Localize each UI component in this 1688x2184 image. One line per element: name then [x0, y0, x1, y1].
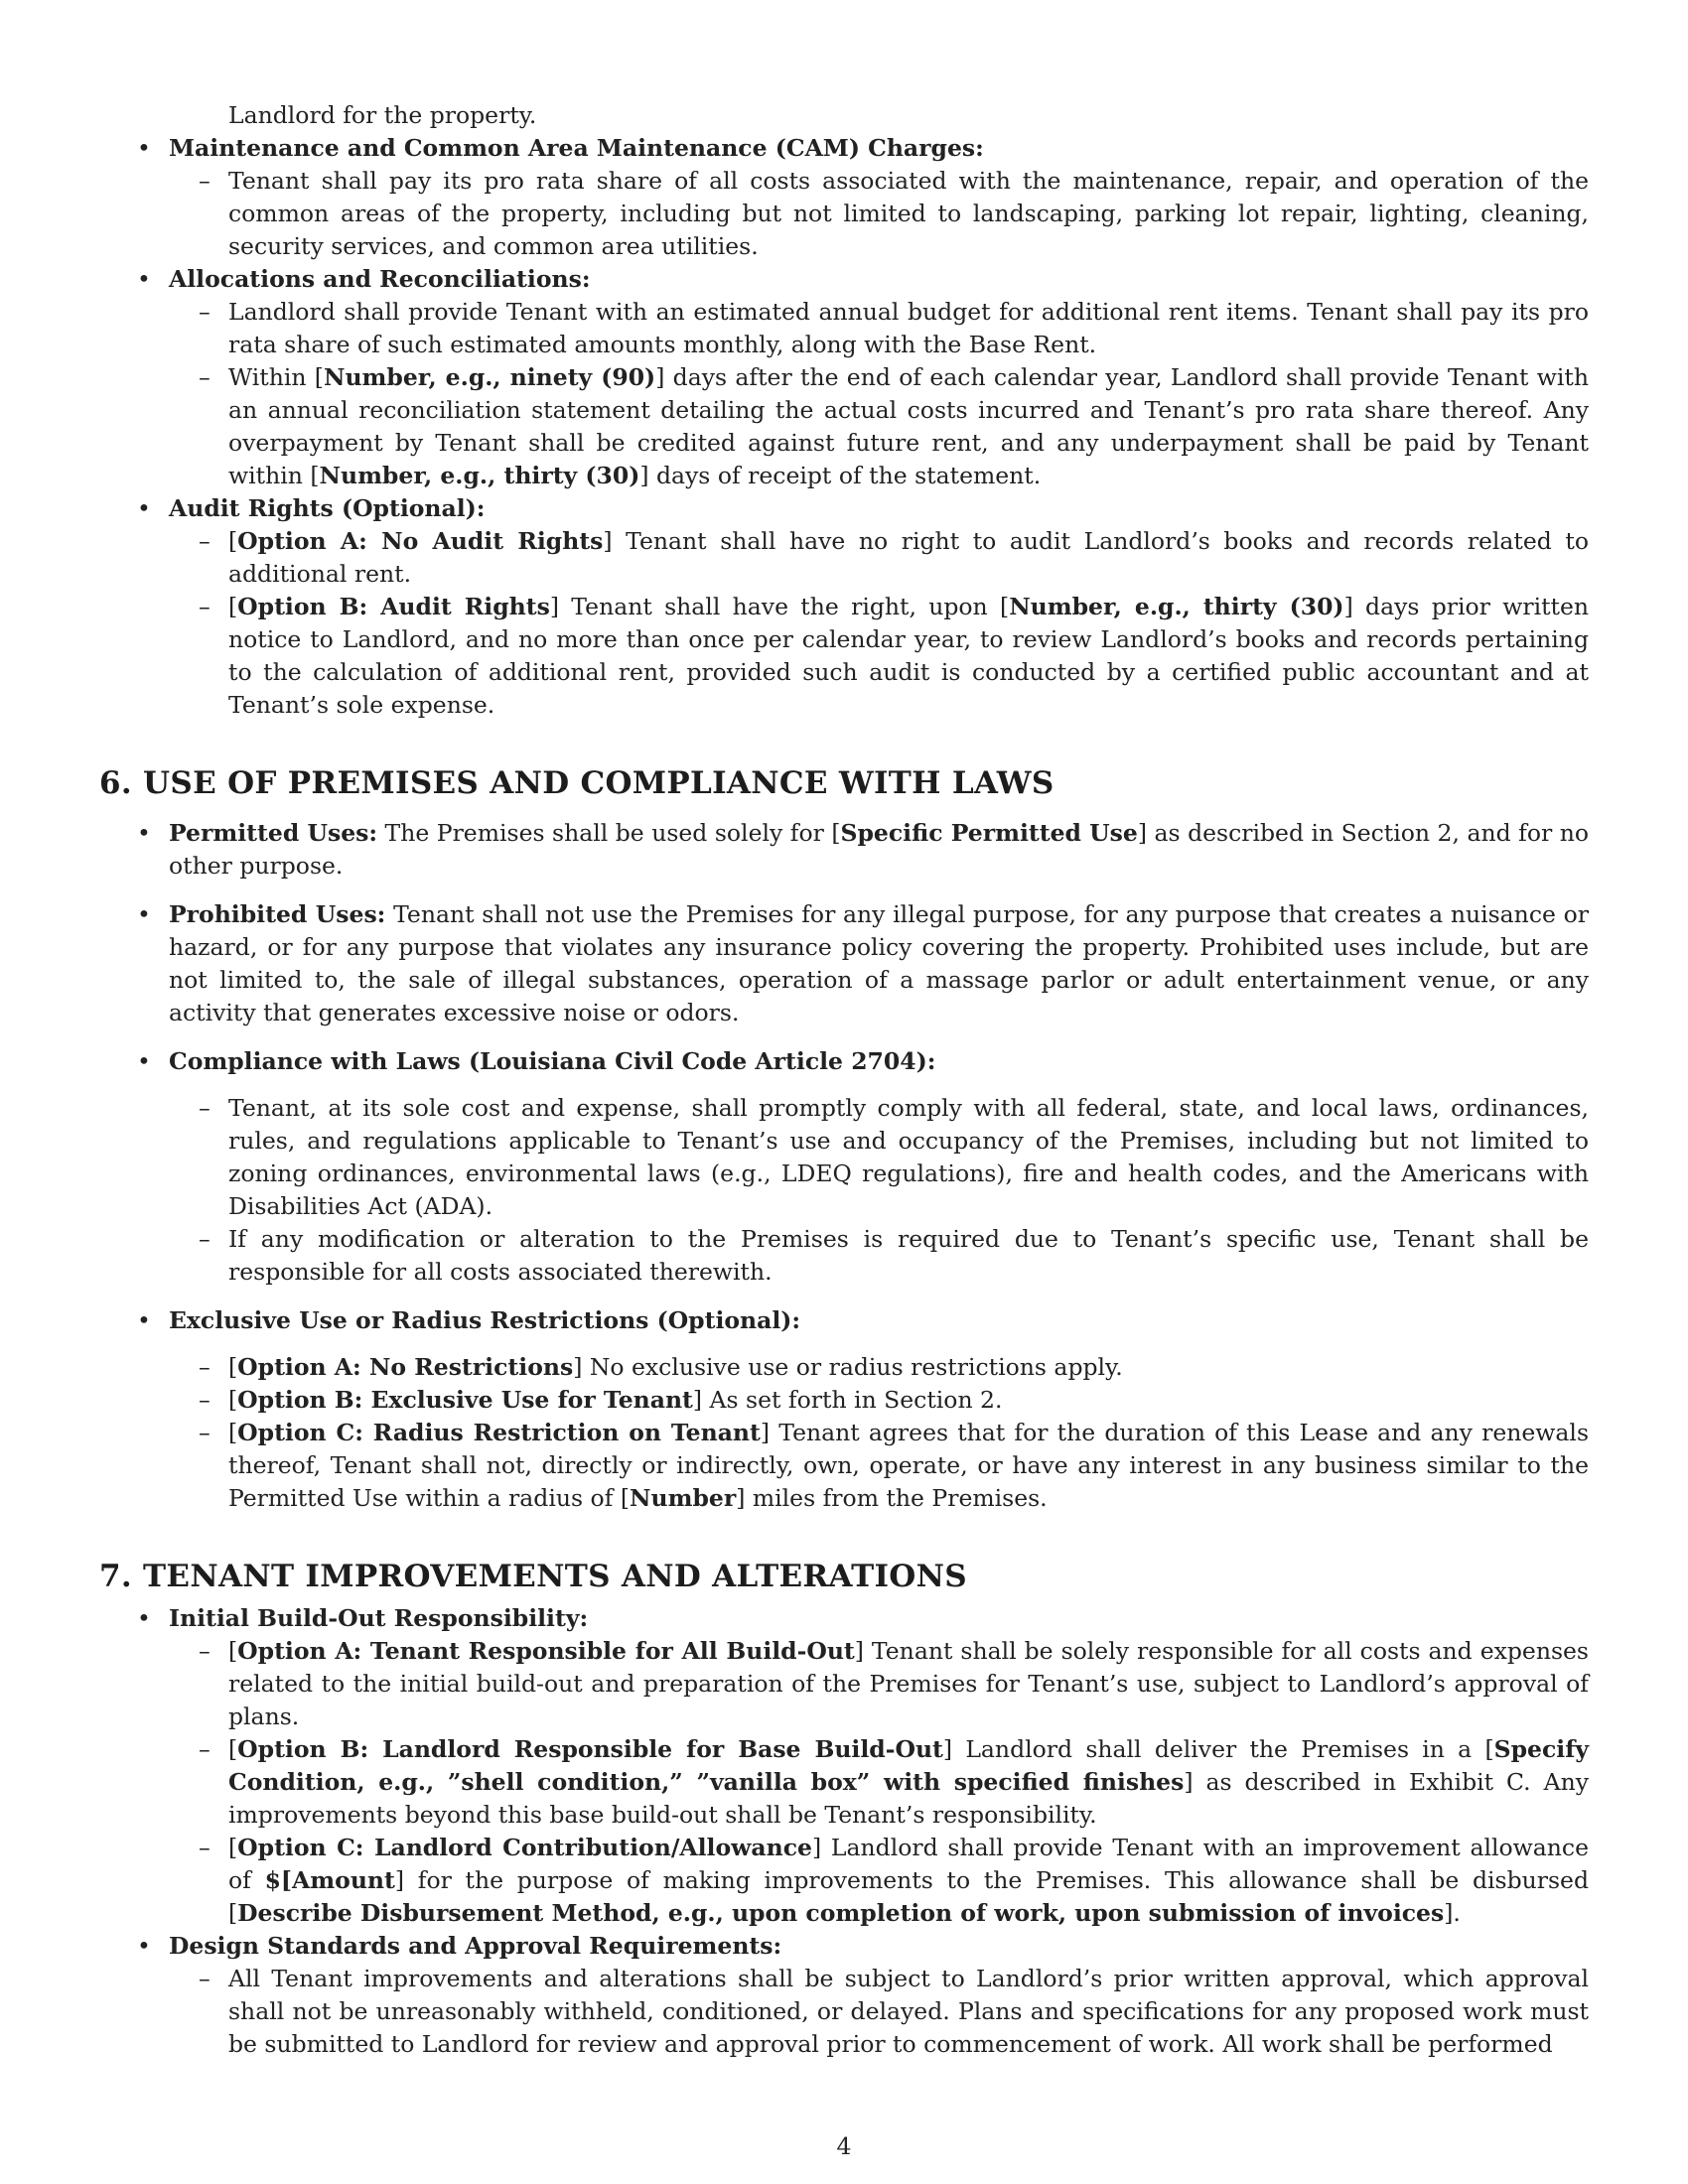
sub-item-exclusive-option-a: – [Option A: No Restrictions] No exclusive use or radius restrictions apply. — [99, 1351, 1589, 1384]
sub-item-build-out-option-c: – [Option C: Landlord Contribution/Allowance] Landlord shall provide Tenant with an improvement allowance of $[Amount] for the purpose of making improvements to the Premises. This allowance shall be disbursed [Describe Disbursement Method, e.g., upon completion of work, upon submission of invoices]. — [99, 1832, 1589, 1930]
section-7-heading: 7. TENANT IMPROVEMENTS AND ALTERATIONS — [99, 1559, 967, 1594]
option-label: Option A: Tenant Responsible for All Build-Out — [237, 1637, 855, 1665]
option-label: Option B: Audit Rights — [237, 593, 550, 620]
build-out-title: Initial Build-Out Responsibility: — [169, 1604, 589, 1632]
page-number: 4 — [836, 2132, 852, 2160]
permitted-title: Permitted Uses: — [169, 819, 378, 847]
option-label: Option A: No Audit Rights — [237, 527, 604, 555]
text-run: ] As set forth in Section 2. — [692, 1386, 1003, 1414]
text-run: ] days after the end of each calendar year, Landlord shall provide Tenant with an annual reconciliation statement detailing the actual costs incurred and Tenant’s pro rata share thereof. Any overpayment by Tenant shall be credited against future rent, and any underpayment shall be paid by Tenant within [ — [228, 363, 1590, 489]
text-run: The Premises shall be used solely for [ — [377, 819, 841, 847]
text-run: ] Tenant agrees that for the duration of this Lease and any renewals thereof, Tenant shall not, directly or indirectly, own, operate, or have any interest in any business similar to the Permitted Use within a radius of [ — [228, 1419, 1590, 1512]
list-item-design-standards — [99, 1930, 1589, 1963]
option-label: Option B: Landlord Responsible for Base Build-Out — [237, 1735, 943, 1763]
continued-text: Landlord for the property. — [228, 101, 537, 129]
list-item-build-out — [99, 1602, 1589, 1635]
text-run: ] days of receipt of the statement. — [639, 462, 1042, 489]
sub-item-allocations-2 — [99, 361, 1589, 492]
placeholder-method: Describe Disbursement Method, e.g., upon completion of work, upon submission of invoices — [237, 1899, 1445, 1927]
text-run: ] as described in Section 2, and for no other purpose. — [169, 819, 1590, 880]
sub-item-build-out-option-b: – [Option B: Landlord Responsible for Base Build-Out] Landlord shall deliver the Premises in a [Specify Condition, e.g., ”shell condition,” ”vanilla box” with specified finishes] as described in Exhibit C. Any improvements beyond this base build-out shall be Tenant’s responsibility. — [99, 1733, 1589, 1832]
placeholder-use: Specific Permitted Use — [840, 819, 1138, 847]
placeholder-number: Number, e.g., thirty (30) — [319, 462, 640, 489]
text-run: ] Tenant shall have the right, upon [ — [549, 593, 1010, 620]
cam-title: Maintenance and Common Area Maintenance (CAM) Charges: — [169, 134, 984, 162]
sub-item-audit-option-a: – [Option A: No Audit Rights] Tenant shall have no right to audit Landlord’s books and records related to additional rent. — [99, 525, 1589, 591]
list-item-cam-charges — [99, 132, 1589, 165]
list-item-prohibited-uses — [99, 898, 1589, 1029]
text-run: Within [ — [228, 363, 324, 391]
placeholder-number: Number — [630, 1484, 737, 1512]
placeholder-number: Number, e.g., ninety (90) — [323, 363, 656, 391]
text-run: ] days prior written notice to Landlord, and no more than once per calendar year, to review Landlord’s books and records pertaining to the calculation of additional rent, provided such audit is conducted by a certified public accountant and at Tenant’s sole expense. — [228, 593, 1590, 719]
placeholder-number: Number, e.g., thirty (30) — [1009, 593, 1344, 620]
audit-title: Audit Rights (Optional): — [169, 494, 486, 522]
exclusive-title: Exclusive Use or Radius Restrictions (Optional): — [169, 1306, 801, 1334]
text-run: ] No exclusive use or radius restrictions apply. — [573, 1353, 1123, 1381]
text-run: Tenant shall not use the Premises for any illegal purpose, for any purpose that creates a nuisance or hazard, or for any purpose that violates any insurance policy covering the property. Prohibited uses include, but are not limited to, the sale of illegal substances, operation of a massage parlor or adult entertainment venue, or any activity that generates excessive noise or odors. — [169, 900, 1589, 1026]
text-run: ] Tenant shall be solely responsible for all costs and expenses related to the initial build-out and preparation of the Premises for Tenant’s use, subject to Landlord’s approval of plans. — [228, 1637, 1589, 1730]
option-label: Option C: Radius Restriction on Tenant — [237, 1419, 761, 1446]
list-item-permitted-uses — [99, 817, 1589, 883]
list-item-audit-rights — [99, 492, 1589, 525]
option-label: Option B: Exclusive Use for Tenant — [237, 1386, 693, 1414]
sub-item-compliance-1: – Tenant, at its sole cost and expense, shall promptly comply with all federal, state, and local laws, ordinances, rules, and regulations applicable to Tenant’s use and occupancy of the Premises, including but not limited to zoning ordinances, environmental laws (e.g., LDEQ regulations), fire and health codes, and the Americans with Disabilities Act (ADA). — [99, 1092, 1589, 1223]
sub-item-exclusive-option-b: – [Option B: Exclusive Use for Tenant] As set forth in Section 2. — [99, 1384, 1589, 1417]
allocations-title: Allocations and Reconciliations: — [169, 265, 591, 293]
text-run: ] Tenant shall have no right to audit Landlord’s books and records related to additional rent. — [228, 527, 1589, 588]
option-label: Option C: Landlord Contribution/Allowance — [237, 1834, 812, 1861]
text-run: ] for the purpose of making improvements to the Premises. This allowance shall be disbursed [ — [228, 1866, 1589, 1927]
sub-item-build-out-option-a: – [Option A: Tenant Responsible for All Build-Out] Tenant shall be solely responsible for all costs and expenses related to the initial build-out and preparation of the Premises for Tenant’s use, subject to Landlord’s approval of plans. — [99, 1635, 1589, 1733]
option-label: Option A: No Restrictions — [237, 1353, 574, 1381]
sub-item-design-1: – All Tenant improvements and alterations shall be subject to Landlord’s prior written approval, which approval shall not be unreasonably withheld, conditioned, or delayed. Plans and specifications for any proposed work must be submitted to Landlord for review and approval prior to commencement of work. All work shall be performed — [99, 1963, 1589, 2061]
section-6-heading: 6. USE OF PREMISES AND COMPLIANCE WITH LAWS — [99, 765, 1055, 801]
text-run: ]. — [1444, 1899, 1461, 1927]
sub-item-exclusive-option-c: – [Option C: Radius Restriction on Tenant] Tenant agrees that for the duration of this Lease and any renewals thereof, Tenant shall not, directly or indirectly, own, operate, or have any interest in any business similar to the Permitted Use within a radius of [Number] miles from the Premises. — [99, 1417, 1589, 1515]
page-content — [99, 99, 1589, 2061]
sub-item-compliance-2: – If any modification or alteration to the Premises is required due to Tenant’s specific use, Tenant shall be responsible for all costs associated therewith. — [99, 1223, 1589, 1289]
compliance-title: Compliance with Laws (Louisiana Civil Code Article 2704): — [169, 1047, 936, 1075]
text-run: ] Landlord shall deliver the Premises in a [ — [942, 1735, 1494, 1763]
list-item-compliance — [99, 1045, 1589, 1078]
sub-item-cam-1: – Tenant shall pay its pro rata share of all costs associated with the maintenance, repair, and operation of the common areas of the property, including but not limited to landscaping, parking lot repair, lighting, cleaning, security services, and common area utilities. — [99, 165, 1589, 263]
text-run: ] miles from the Premises. — [736, 1484, 1048, 1512]
list-item-exclusive-use — [99, 1304, 1589, 1337]
text-run: ] Landlord shall provide Tenant with an improvement allowance of — [228, 1834, 1589, 1894]
placeholder-amount: $[Amount — [264, 1866, 395, 1894]
text-run: ] as described in Exhibit C. Any improvements beyond this base build-out shall be Tenant’s responsibility. — [228, 1768, 1589, 1829]
sub-item-audit-option-b: – [Option B: Audit Rights] Tenant shall have the right, upon [Number, e.g., thirty (30)] days prior written notice to Landlord, and no more than once per calendar year, to review Landlord’s books and records pertaining to the calculation of additional rent, provided such audit is conducted by a certified public accountant and at Tenant’s sole expense. — [99, 591, 1589, 722]
prohibited-title: Prohibited Uses: — [169, 900, 386, 928]
design-title: Design Standards and Approval Requirements: — [169, 1932, 782, 1960]
list-item-allocations — [99, 263, 1589, 296]
sub-item-allocations-1: – Landlord shall provide Tenant with an estimated annual budget for additional rent items. Tenant shall pay its pro rata share of such estimated amounts monthly, along with the Base Rent. — [99, 296, 1589, 361]
placeholder-condition: Specify Condition, e.g., ”shell condition,” ”vanilla box” with specified finishes — [228, 1735, 1589, 1796]
